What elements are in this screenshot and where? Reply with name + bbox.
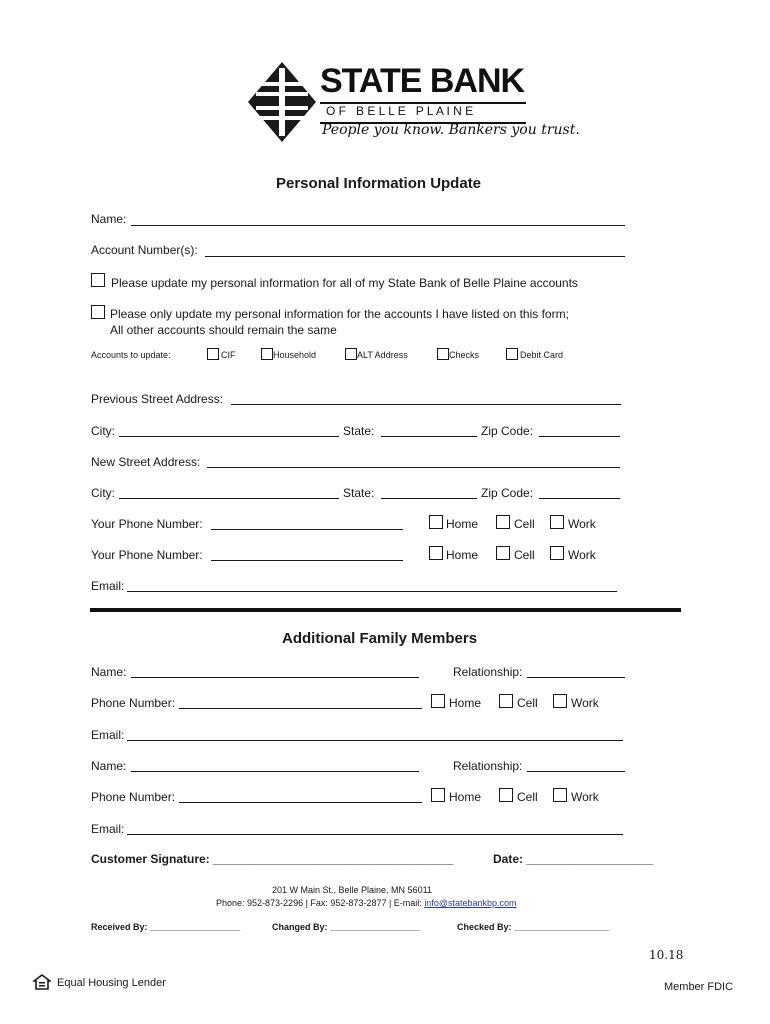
checked-by-field[interactable]: Checked By: ___________________ — [457, 922, 610, 932]
account-label: Account Number(s): — [91, 243, 198, 257]
cif-label: CIF — [221, 350, 236, 360]
phone-1-work-checkbox[interactable] — [550, 515, 564, 529]
date-field[interactable]: Date: ___________________ — [493, 852, 654, 866]
city-label: City: — [91, 424, 115, 438]
family-1-name-label: Name: — [91, 665, 127, 679]
equal-housing-icon — [33, 974, 51, 990]
checks-label: Checks — [449, 350, 480, 360]
state-label: State: — [343, 424, 375, 438]
logo-name: STATE BANK — [320, 62, 525, 100]
phone-2-work-checkbox[interactable] — [550, 546, 564, 560]
family-1-work-checkbox[interactable] — [553, 694, 567, 708]
personal-title: Personal Information Update — [276, 175, 482, 192]
family-1-home-checkbox[interactable] — [431, 694, 445, 708]
family-2-phone-field[interactable] — [179, 802, 422, 803]
logo-subtitle: O F B E L L E P L A I N E — [326, 104, 474, 118]
phone-1-cell-label: Cell — [514, 517, 535, 531]
prev-street-field[interactable] — [231, 404, 621, 405]
family-2-cell-label: Cell — [517, 790, 538, 804]
family-1-phone-field[interactable] — [179, 708, 422, 709]
new-zip-field[interactable] — [539, 498, 620, 499]
family-2-name-field[interactable] — [131, 771, 419, 772]
phone-1-field[interactable] — [211, 529, 403, 530]
alt-address-label: ALT Address — [357, 350, 408, 360]
household-label: Household — [273, 350, 317, 360]
family-2-home-label: Home — [449, 790, 482, 804]
family-1-work-label: Work — [571, 696, 599, 710]
family-1-relationship-field[interactable] — [527, 677, 625, 678]
email-link[interactable]: info@statebankbp.com — [424, 898, 517, 908]
name-field[interactable] — [131, 225, 625, 226]
section-divider — [90, 608, 681, 612]
phone-1-cell-checkbox[interactable] — [496, 515, 510, 529]
household-checkbox[interactable] — [261, 348, 273, 360]
family-1-cell-label: Cell — [517, 696, 538, 710]
zip-field[interactable] — [539, 436, 620, 437]
family-title: Additional Family Members — [282, 630, 478, 647]
logo-tagline: People you know. Bankers you trust. — [322, 122, 580, 138]
family-2-relationship-label: Relationship: — [453, 759, 523, 773]
city-field[interactable] — [119, 436, 339, 437]
bank-logo — [246, 60, 580, 144]
family-1-relationship-label: Relationship: — [453, 665, 523, 679]
received-by-field[interactable]: Received By: __________________ — [91, 922, 241, 932]
family-1-email-field[interactable] — [127, 740, 623, 741]
new-zip-label: Zip Code: — [481, 486, 534, 500]
phone-1-home-checkbox[interactable] — [429, 515, 443, 529]
update-only-label: Please only update my personal information for the accounts I have listed on this form; — [110, 307, 569, 321]
family-2-home-checkbox[interactable] — [431, 788, 445, 802]
phone-2-cell-label: Cell — [514, 548, 535, 562]
family-1-email-label: Email: — [91, 728, 125, 742]
changed-by-field[interactable]: Changed By: __________________ — [272, 922, 421, 932]
zip-label: Zip Code: — [481, 424, 534, 438]
member-fdic: Member FDIC — [664, 981, 734, 993]
family-2-work-label: Work — [571, 790, 599, 804]
cif-checkbox[interactable] — [207, 348, 219, 360]
email-field[interactable] — [127, 591, 617, 592]
update-all-checkbox[interactable] — [91, 273, 105, 287]
bank-contact-text: Phone: 952-873-2296 | Fax: 952-873-2877 | E-mail: — [216, 898, 425, 908]
family-1-name-field[interactable] — [131, 677, 419, 678]
family-2-cell-checkbox[interactable] — [499, 788, 513, 802]
family-2-email-label: Email: — [91, 822, 125, 836]
name-label: Name: — [91, 212, 127, 226]
new-city-field[interactable] — [119, 498, 339, 499]
new-state-field[interactable] — [381, 498, 477, 499]
phone-1-work-label: Work — [568, 517, 596, 531]
debit-card-checkbox[interactable] — [506, 348, 518, 360]
family-2-work-checkbox[interactable] — [553, 788, 567, 802]
new-state-label: State: — [343, 486, 375, 500]
update-only-checkbox[interactable] — [91, 305, 105, 319]
phone-2-label: Your Phone Number: — [91, 548, 203, 562]
bank-address: 201 W Main St., Belle Plaine, MN 56011 — [272, 885, 432, 895]
phone-2-home-checkbox[interactable] — [429, 546, 443, 560]
phone-2-home-label: Home — [446, 548, 479, 562]
checks-checkbox[interactable] — [437, 348, 449, 360]
account-field[interactable] — [205, 256, 625, 257]
family-2-relationship-field[interactable] — [527, 771, 625, 772]
accounts-label: Accounts to update: — [91, 350, 171, 360]
family-2-email-field[interactable] — [127, 834, 623, 835]
ehl-text: Equal Housing Lender — [57, 977, 166, 989]
customer-signature-field[interactable]: Customer Signature: ____________________________________ — [91, 852, 454, 866]
bank-contact — [216, 898, 517, 908]
phone-2-cell-checkbox[interactable] — [496, 546, 510, 560]
phone-1-label: Your Phone Number: — [91, 517, 203, 531]
new-street-field[interactable] — [207, 467, 620, 468]
phone-2-field[interactable] — [211, 560, 403, 561]
update-only-note: All other accounts should remain the same — [110, 323, 337, 337]
new-city-label: City: — [91, 486, 115, 500]
family-1-cell-checkbox[interactable] — [499, 694, 513, 708]
family-1-phone-label: Phone Number: — [91, 696, 176, 710]
family-2-phone-label: Phone Number: — [91, 790, 176, 804]
state-field[interactable] — [381, 436, 477, 437]
form-version: 10.18 — [649, 948, 684, 962]
update-all-label: Please update my personal information for all of my State Bank of Belle Plaine accounts — [111, 276, 578, 290]
prev-street-label: Previous Street Address: — [91, 392, 224, 406]
bank-emblem-icon — [246, 60, 318, 144]
alt-address-checkbox[interactable] — [345, 348, 357, 360]
family-2-name-label: Name: — [91, 759, 127, 773]
phone-1-home-label: Home — [446, 517, 479, 531]
phone-2-work-label: Work — [568, 548, 596, 562]
new-street-label: New Street Address: — [91, 455, 201, 469]
email-label: Email: — [91, 579, 125, 593]
family-1-home-label: Home — [449, 696, 482, 710]
debit-card-label: Debit Card — [520, 350, 564, 360]
